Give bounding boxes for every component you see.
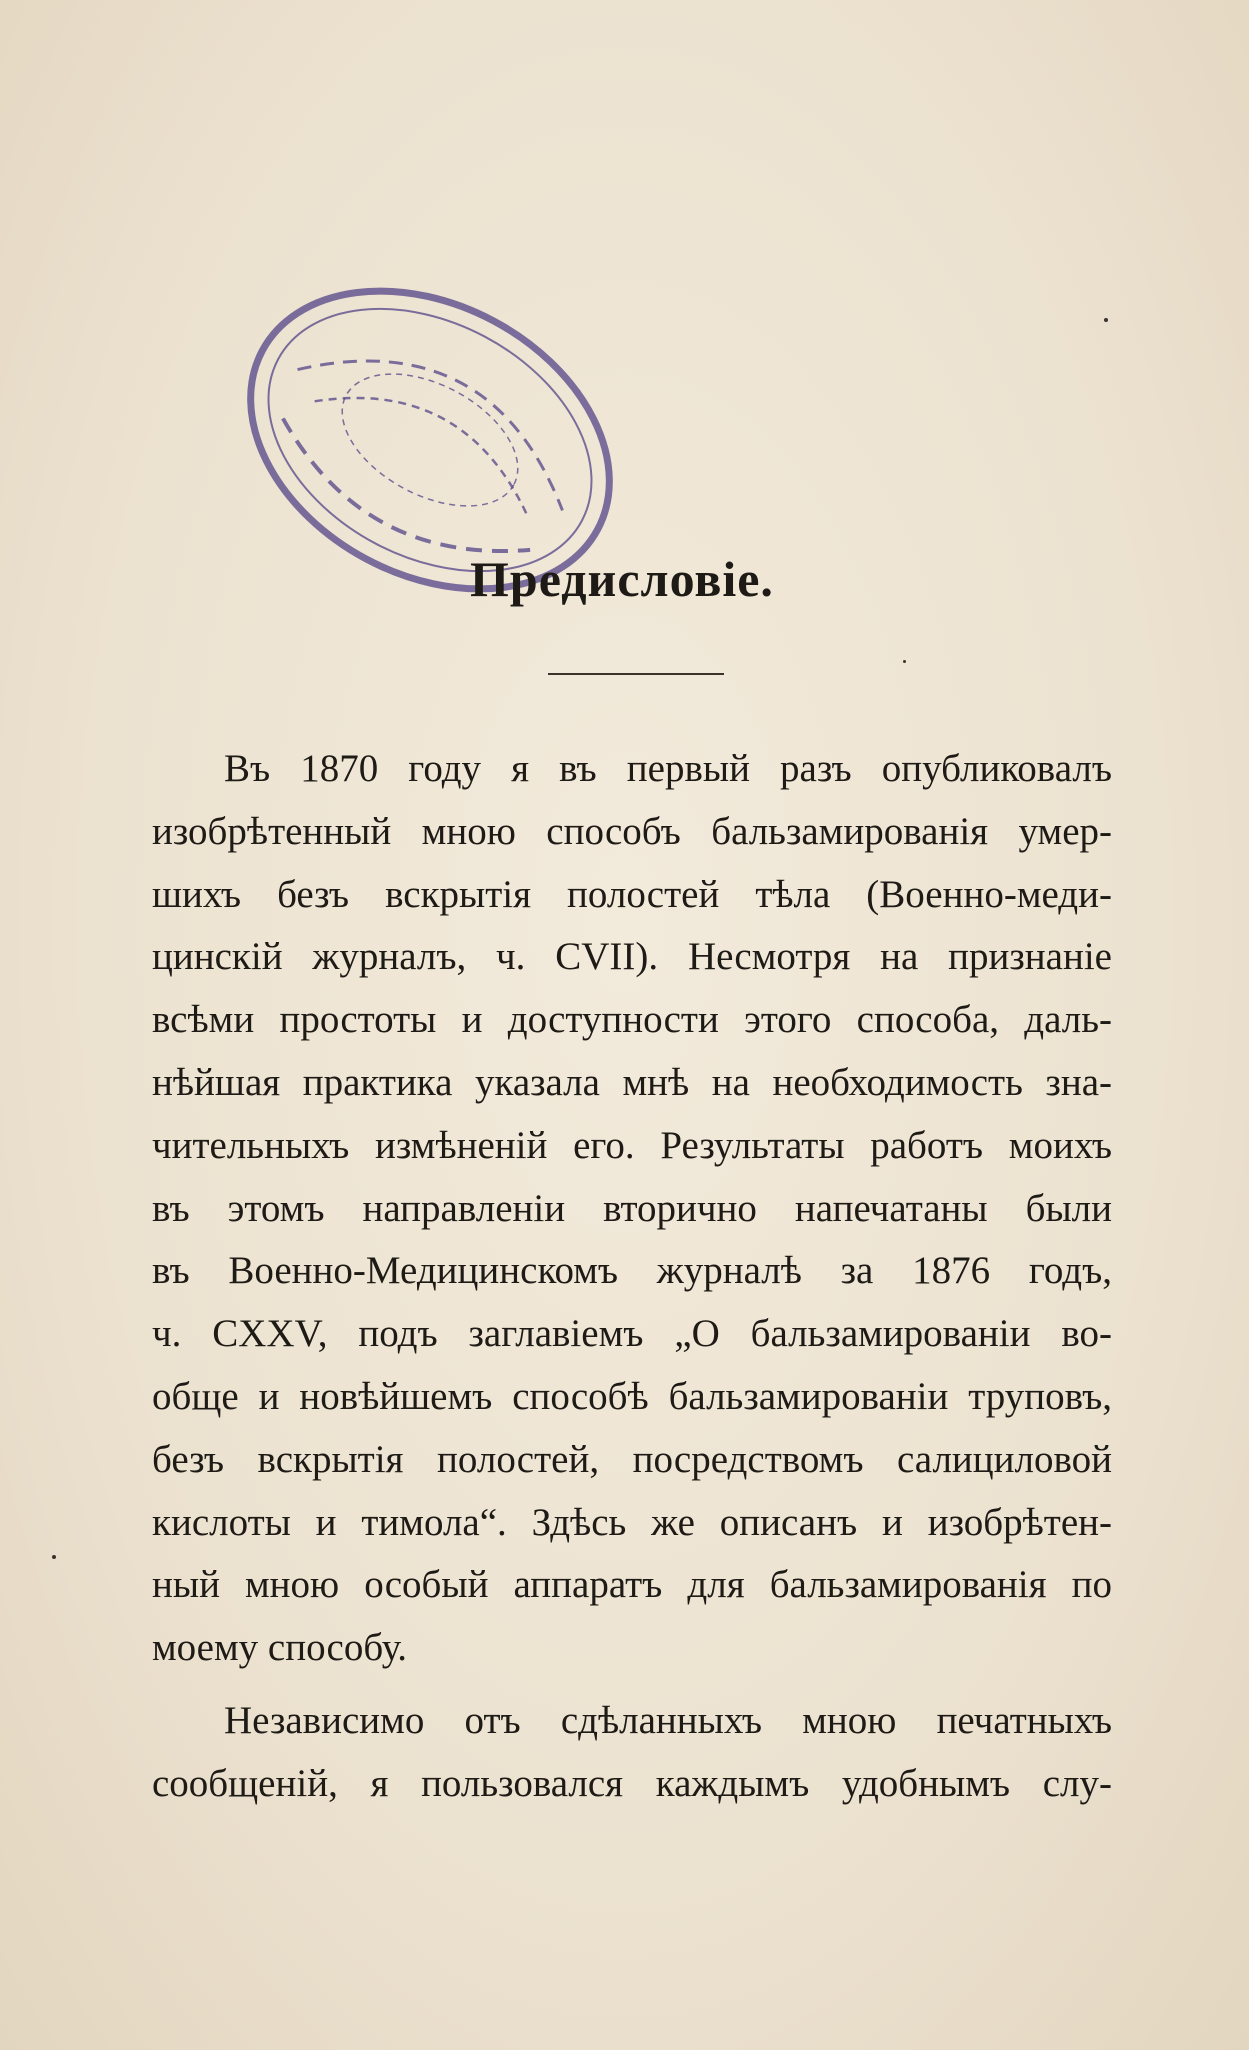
body-text bbox=[152, 738, 1112, 1816]
text-line: Въ 1870 году я въ первый разъ опубликовалъ bbox=[224, 747, 1112, 790]
text-line: изобрѣтенный мною способъ бальзамированія умер- bbox=[152, 809, 1112, 853]
text-line: кислоты и тимола“. Здѣсь же описанъ и изобрѣтен- bbox=[152, 1500, 1112, 1544]
text-line: всѣми простоты и доступности этого способа, даль- bbox=[152, 998, 1112, 1042]
paper-speck bbox=[903, 660, 906, 663]
paper-speck bbox=[1104, 318, 1108, 322]
page-title: Предисловіе. bbox=[470, 551, 774, 607]
paragraph-2 bbox=[152, 1690, 1112, 1816]
text-line: въ Военно-Медицинскомъ журналѣ за 1876 годъ, bbox=[152, 1249, 1112, 1293]
paper-speck bbox=[52, 1555, 56, 1559]
paragraph-1 bbox=[152, 738, 1112, 1680]
text-line: моему способу. bbox=[152, 1626, 408, 1670]
text-line: безъ вскрытія полостей, посредствомъ салициловой bbox=[152, 1437, 1112, 1481]
text-line: Независимо отъ сдѣланныхъ мною печатныхъ bbox=[224, 1698, 1112, 1742]
text-line: нѣйшая практика указала мнѣ на необходимость зна- bbox=[152, 1060, 1112, 1104]
text-line: чительныхъ измѣненій его. Результаты работъ моихъ bbox=[152, 1123, 1112, 1167]
text-line: шихъ безъ вскрытія полостей тѣла (Военно-меди- bbox=[152, 872, 1112, 916]
text-line: обще и новѣйшемъ способѣ бальзамированіи труповъ, bbox=[152, 1374, 1112, 1418]
text-line: въ этомъ направленіи вторично напечатаны были bbox=[152, 1186, 1112, 1230]
text-line: цинскій журналъ, ч. CVII). Несмотря на признаніе bbox=[152, 935, 1112, 979]
text-line: сообщеній, я пользовался каждымъ удобнымъ слу- bbox=[152, 1761, 1112, 1805]
text-line: ный мною особый аппаратъ для бальзамированія по bbox=[152, 1563, 1112, 1607]
text-line: ч. CXXV, подъ заглавіемъ „О бальзамированіи во- bbox=[152, 1312, 1112, 1356]
title-divider bbox=[548, 673, 724, 675]
